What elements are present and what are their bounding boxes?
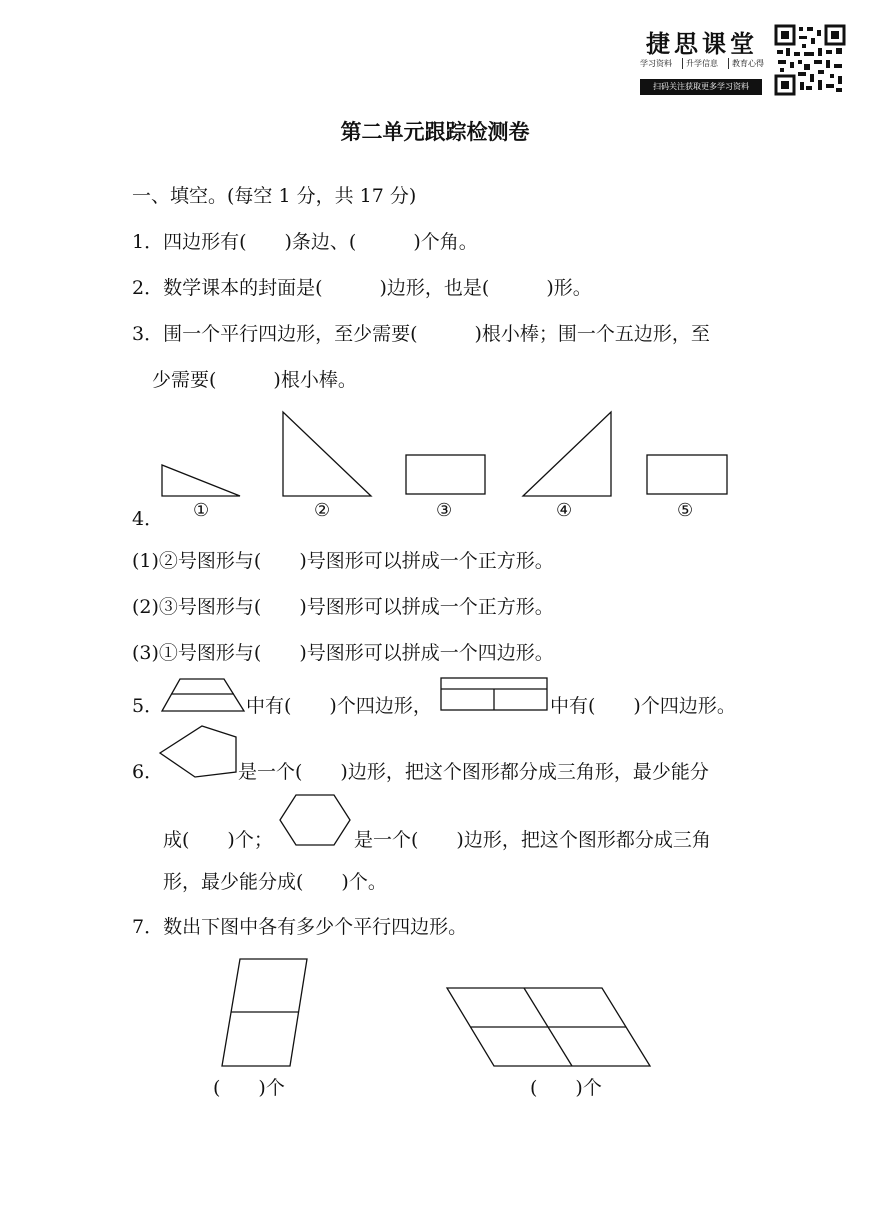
question-7-answer-1: ( )个 — [213, 1077, 285, 1099]
shape-4-number: ④ — [556, 500, 573, 521]
question-3-line-2: 少需要( )根小棒。 — [152, 369, 357, 391]
question-1: 1．四边形有( )条边、( )个角。 — [132, 231, 478, 253]
question-4-sub-2: (2)③号图形与( )号图形可以拼成一个正方形。 — [132, 596, 554, 618]
shape-1-number: ① — [193, 500, 210, 521]
question-4-sub-3: (3)①号图形与( )号图形可以拼成一个四边形。 — [132, 642, 554, 664]
shape-5-number: ⑤ — [677, 500, 694, 521]
page-title: 第二单元跟踪检测卷 — [340, 120, 530, 144]
question-7: 7．数出下图中各有多少个平行四边形。 — [132, 916, 468, 938]
question-4-label: 4． — [132, 508, 164, 530]
tag-admission: 升学信息 — [682, 58, 718, 69]
question-6-label: 6． — [132, 761, 164, 783]
scan-banner: 扫码关注获取更多学习资料 — [640, 79, 762, 95]
shape-3-number: ③ — [436, 500, 453, 521]
question-7-answer-2: ( )个 — [530, 1077, 602, 1099]
shape-2-number: ② — [314, 500, 331, 521]
question-3-line-1: 3．围一个平行四边形，至少需要( )根小棒；围一个五边形，至 — [132, 323, 710, 345]
section-heading: 一、填空。(每空 1 分，共 17 分) — [132, 185, 417, 207]
brand-logo-text: 捷思课堂 — [646, 29, 758, 58]
question-6-line-2a: 成( )个； — [163, 829, 273, 851]
tag-study: 学习资料 — [640, 59, 672, 68]
question-6-line-1: 是一个( )边形，把这个图形都分成三角形，最少能分 — [238, 761, 709, 783]
question-5-label: 5． — [132, 695, 164, 717]
question-5-part-1: 中有( )个四边形， — [246, 695, 432, 717]
question-4-sub-1: (1)②号图形与( )号图形可以拼成一个正方形。 — [132, 550, 554, 572]
tag-education: 教育心得 — [728, 58, 764, 69]
question-6-line-2b: 是一个( )边形，把这个图形都分成三角 — [354, 829, 711, 851]
question-5-part-2: 中有( )个四边形。 — [550, 695, 736, 717]
question-2: 2．数学课本的封面是( )边形，也是( )形。 — [132, 277, 592, 299]
question-6-line-3: 形，最少能分成( )个。 — [163, 871, 387, 893]
